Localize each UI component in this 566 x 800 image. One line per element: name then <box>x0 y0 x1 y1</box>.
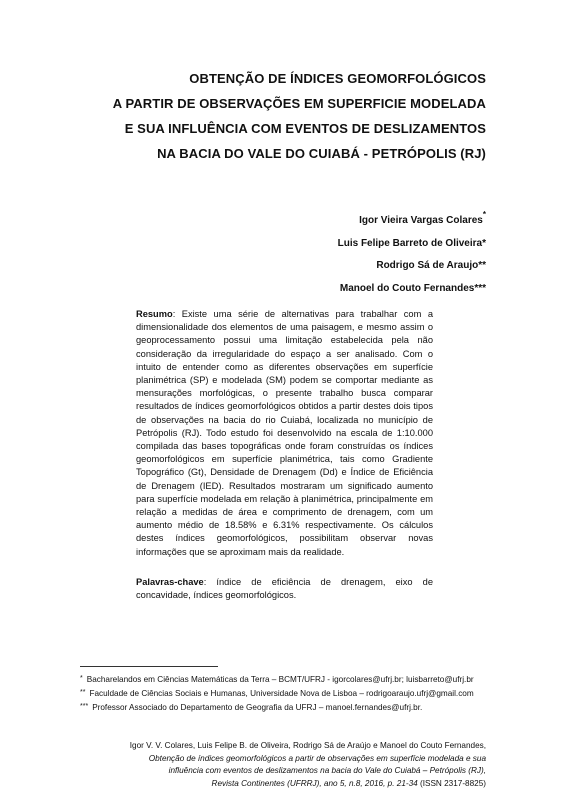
citation-authors: Igor V. V. Colares, Luis Felipe B. de Oliveira, Rodrigo Sá de Araújo e Manoel do Couto Fernandes, <box>129 741 486 750</box>
citation-title-1: Obtenção de índices geomorfológicos a partir de observações em superfície modelada e sua <box>148 753 486 763</box>
footnote-divider <box>80 666 218 667</box>
footnote-1: * Bacharelandos em Ciências Matemáticas da Terra – BCMT/UFRJ - igorcolares@ufrj.br; luisbarreto@ufrj.br <box>80 675 474 684</box>
keywords <box>136 576 433 602</box>
author-1: Igor Vieira Vargas Colares* <box>359 210 486 226</box>
abstract <box>136 308 433 559</box>
abstract-text: : Existe uma série de alternativas para trabalhar com a dimensionalidade dos elementos de uma paisagem, e mesmo assim o geoprocessamento possui uma limitação estabelecida pela não consideração da irregularidade do espaço a ser analisado. Com o intuito de entender como as diferentes observações em superfície planimétrica (SP) e modelada (SM) podem se comportar mediante as mensurações morfológicas, o presente trabalho busca comparar resultados de índices geomorfológicos obtidos a partir destes dois tipos de observações na bacia do rio Cuiabá, localizada no município de Petrópolis (RJ). Todo estudo foi desenvolvido na escala de 1:10.000 compilada das bases topográficas onde foram construídas os índices geomorfológicos em superfície planimétrica, tais como Gradiente Topográfico (Gt), Densidade de Drenagem (Dd) e Índice de Eficiência de Drenagem (IED). Resultados mostraram um significado aumento para superfície modelada em relação à planimétrica, principalmente em relação a medidas de área e comprimento de drenagem, com um aumento médio de 18.58% e 6.31% respectivamente. Os cálculos destes índices geomorfológicos, possibilitam observar novas informações que se aproximam mais da realidade. <box>136 309 433 557</box>
citation-issn: (ISSN 2317-8825) <box>420 778 486 788</box>
citation-journal: Revista Continentes (UFRRJ), ano 5, n.8, 2016, p. 21-34 (ISSN 2317-8825) <box>211 778 486 788</box>
title-line-1: OBTENÇÃO DE ÍNDICES GEOMORFOLÓGICOS <box>189 71 486 86</box>
author-2: Luis Felipe Barreto de Oliveira* <box>337 237 486 249</box>
author-3: Rodrigo Sá de Araujo** <box>376 260 486 271</box>
footnotes <box>80 673 486 714</box>
author-list <box>186 204 486 300</box>
citation <box>86 740 486 790</box>
title-line-3: E SUA INFLUÊNCIA COM EVENTOS DE DESLIZAMENTOS <box>124 121 486 136</box>
title-line-2: A PARTIR DE OBSERVAÇÕES EM SUPERFICIE MODELADA <box>112 96 486 111</box>
paper-title <box>66 66 486 166</box>
citation-title-2: influência com eventos de deslizamentos na bacia do Vale do Cuiabá – Petrópolis (RJ), <box>168 766 486 775</box>
author-4: Manoel do Couto Fernandes*** <box>339 282 486 294</box>
keywords-text: : índice de eficiência de drenagem, eixo de concavidade, índices geomorfológicos. <box>136 577 433 601</box>
footnote-3: *** Professor Associado do Departamento de Geografia da UFRJ – manoel.fernandes@ufrj.br. <box>80 702 423 712</box>
footnote-2: ** Faculdade de Ciências Sociais e Humanas, Universidade Nova de Lisboa – rodrigoaraujo.ufrj@gmail.com <box>80 688 474 698</box>
keywords-label: Palavras-chave <box>136 577 204 587</box>
abstract-label: Resumo <box>136 309 173 319</box>
title-line-4: NA BACIA DO VALE DO CUIABÁ - PETRÓPOLIS (RJ) <box>157 146 486 161</box>
